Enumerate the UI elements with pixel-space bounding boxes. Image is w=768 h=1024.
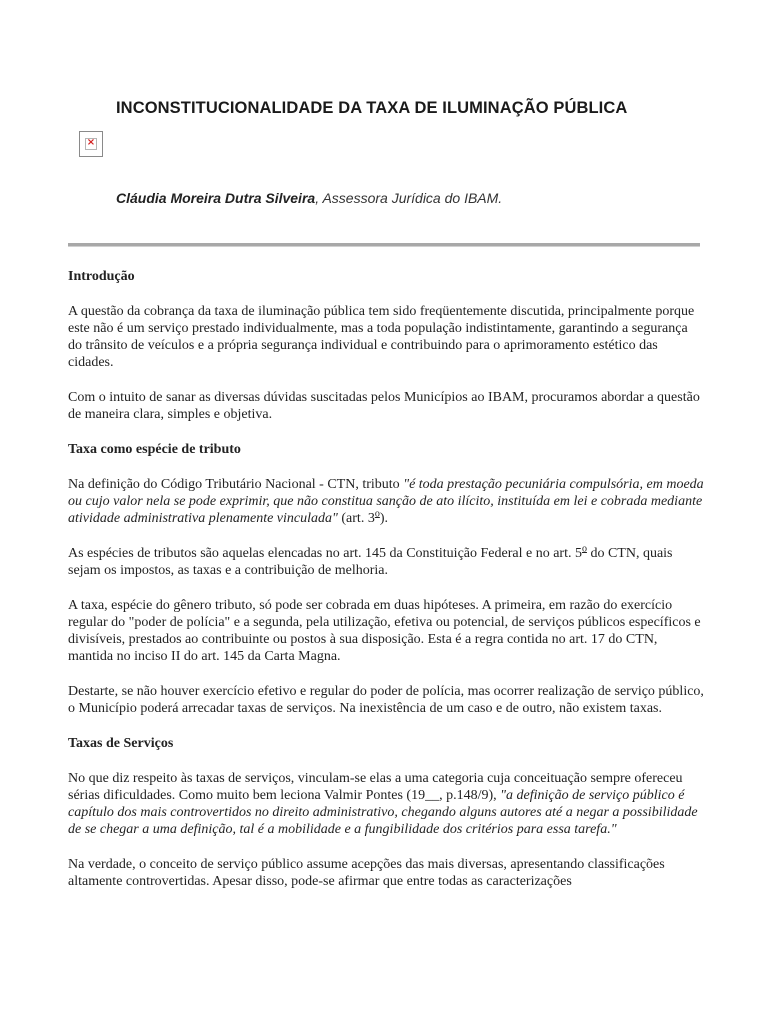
paragraph: Destarte, se não houver exercício efetivo e regular do poder de polícia, mas ocorrer realização de serviço público, o Município poderá arrecadar taxas de serviços. Na inexistência de um caso e de outro, não existem taxas. <box>68 684 704 716</box>
paragraph <box>68 770 704 838</box>
section-heading-introducao: Introdução <box>68 269 135 284</box>
author-line <box>116 190 502 206</box>
text: As espécies de tributos são aquelas elencadas no art. 145 da Constituição Federal e no art. 5 <box>68 546 582 561</box>
paragraph: Na verdade, o conceito de serviço público assume acepções das mais diversas, apresentando classificações altamente controvertidas. Apesar disso, pode-se afirmar que entre todas as caracterizações <box>68 857 665 889</box>
paragraph: Com o intuito de sanar as diversas dúvidas suscitadas pelos Municípios ao IBAM, procuramos abordar a questão de maneira clara, simples e objetiva. <box>68 390 700 422</box>
horizontal-divider <box>68 243 700 247</box>
ordinal-indicator: o <box>374 508 380 520</box>
close-icon: × <box>86 137 96 148</box>
section-heading-servicos: Taxas de Serviços <box>68 736 174 751</box>
pontes-quote: "a definição de serviço público é capítulo dos mais controvertidos no direito administrativo, chegando alguns autores até a negar a possibilidade de se chegar a uma definição, tal é a mobilidade e a fungibilidade dos critérios para essa tarefa." <box>68 788 698 837</box>
ctn-quote: "é toda prestação pecuniária compulsória, em moeda ou cujo valor nela se pode exprimir, que não constitua sanção de ato ilícito, instituída em lei e cobrada mediante atividade administrativa plenamente vinculada" <box>68 477 704 526</box>
text: ). <box>379 511 388 526</box>
page-title: INCONSTITUCIONALIDADE DA TAXA DE ILUMINAÇÃO PÚBLICA <box>116 99 628 117</box>
paragraph: A questão da cobrança da taxa de iluminação pública tem sido freqüentemente discutida, principalmente porque este não é um serviço prestado individualmente, mas a toda população indistintamente, garantindo a segurança do trânsito de veículos e a própria segurança individual e contribuindo para o aprimoramento estético das cidades. <box>68 304 695 370</box>
paragraph <box>68 545 704 579</box>
ordinal-indicator: o <box>581 543 587 555</box>
text: Na definição do Código Tributário Nacional - CTN, tributo <box>68 477 404 492</box>
text: (art. 3 <box>337 511 375 526</box>
article-body <box>68 268 704 908</box>
text: do CTN, quais sejam os impostos, as taxas e a contribuição de melhoria. <box>68 546 673 578</box>
section-heading-taxa: Taxa como espécie de tributo <box>68 442 241 457</box>
author-role: , Assessora Jurídica do IBAM. <box>315 190 503 206</box>
broken-image-icon <box>79 131 103 157</box>
paragraph <box>68 476 704 527</box>
image-placeholder-frame <box>85 138 97 150</box>
paragraph: A taxa, espécie do gênero tributo, só pode ser cobrada em duas hipóteses. A primeira, em razão do exercício regular do "poder de polícia" e a segunda, pela utilização, efetiva ou potencial, de serviços públicos específicos e divisíveis, prestados ao contribuinte ou postos à sua disposição. Esta é a regra contida no art. 17 do CTN, mantida no inciso II do art. 145 da Carta Magna. <box>68 598 701 664</box>
author-name: Cláudia Moreira Dutra Silveira <box>116 190 316 206</box>
text: No que diz respeito às taxas de serviços, vinculam-se elas a uma categoria cuja conceituação sempre ofereceu sérias dificuldades. Como muito bem leciona Valmir Pontes (19__, p.148/9), <box>68 771 683 803</box>
